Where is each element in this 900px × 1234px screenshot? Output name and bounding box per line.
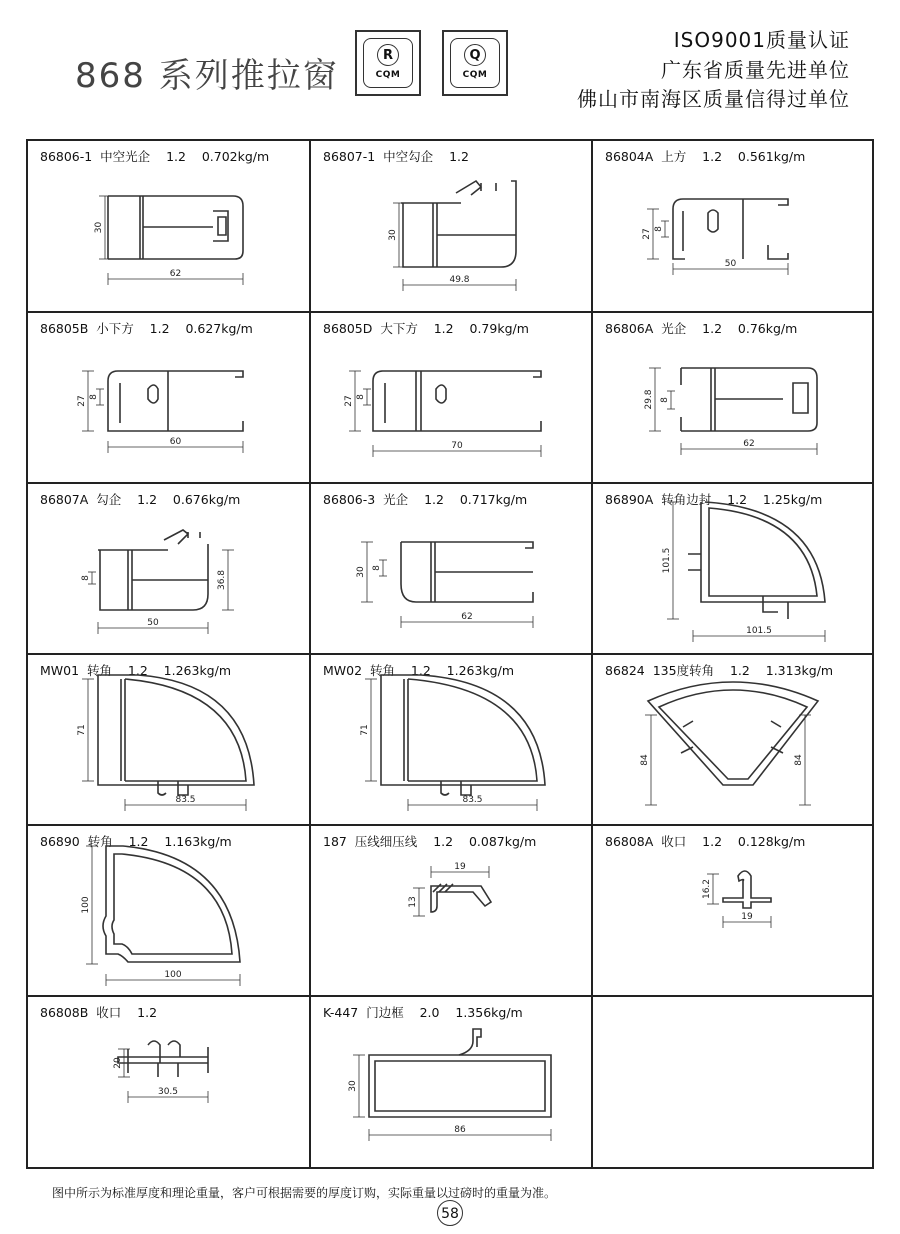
profile-drawing (593, 826, 873, 996)
dimension-label: 8 (660, 397, 670, 403)
profile-drawing (311, 655, 591, 825)
page-title: 868 系列推拉窗 (75, 56, 339, 96)
dimension-label: 19 (454, 862, 466, 872)
profile-label: 86824 135度转角 1.2 1.313kg/m (605, 663, 834, 678)
dimension-label: 62 (169, 269, 182, 279)
profile-drawing (28, 141, 308, 311)
profile-cell-86806-1 (28, 141, 308, 311)
profile-label: 86807A 勾企 1.2 0.676kg/m (40, 492, 241, 507)
dimension-label: 27 (344, 395, 354, 407)
dimension-label: 20 (113, 1057, 123, 1069)
profile-cell-k-447 (311, 997, 591, 1168)
profile-drawing (311, 484, 591, 654)
profile-drawing (28, 997, 308, 1168)
profile-label: 86807-1 中空勾企 1.2 (323, 149, 469, 164)
profile-cell-86806-3 (311, 484, 591, 654)
dimension-label: 8 (654, 226, 664, 232)
dimension-label: 8 (89, 394, 99, 400)
cert-guangdong: 广东省质量先进单位 (661, 58, 850, 82)
profile-label: 86806-3 光企 1.2 0.717kg/m (323, 492, 528, 507)
dimension-label: 36.8 (217, 569, 227, 591)
profile-drawing (28, 313, 308, 483)
profile-drawing (593, 997, 873, 1168)
profile-cell-86890a (593, 484, 873, 654)
profile-label: MW02 转角 1.2 1.263kg/m (323, 663, 515, 678)
dimension-label: 62 (461, 612, 473, 622)
dimension-label: 30 (388, 229, 398, 241)
profile-cell-empty (593, 997, 873, 1168)
profile-drawing (28, 655, 308, 825)
profile-catalog-grid (26, 139, 874, 1169)
footnote: 图中所示为标准厚度和理论重量，客户可根据需要的厚度订购，实际重量以过磅时的重量为准。 (52, 1186, 557, 1200)
dimension-label: 70 (451, 441, 463, 451)
profile-drawing (311, 141, 591, 311)
r-cqm-seal (355, 30, 421, 96)
profile-drawing (28, 484, 308, 654)
dimension-label: 50 (724, 259, 737, 269)
profile-label: 86805B 小下方 1.2 0.627kg/m (40, 321, 253, 336)
profile-cell-187 (311, 826, 591, 996)
dimension-label: 86 (454, 1125, 466, 1135)
dimension-label: 71 (360, 724, 370, 736)
profile-drawing (593, 484, 873, 654)
profile-label: 86806-1 中空光企 1.2 0.702kg/m (40, 149, 270, 164)
profile-label: 86890A 转角边封 1.2 1.25kg/m (605, 492, 823, 507)
profile-label: 86808A 收口 1.2 0.128kg/m (605, 834, 806, 849)
dimension-label: 101.5 (662, 547, 672, 574)
dimension-label: 13 (408, 896, 418, 908)
profile-cell-86890 (28, 826, 308, 996)
dimension-label: 30 (348, 1080, 358, 1092)
profile-label: 86806A 光企 1.2 0.76kg/m (605, 321, 798, 336)
dimension-label: 8 (356, 394, 366, 400)
profile-label: 187 压线细压线 1.2 0.087kg/m (323, 834, 537, 849)
profile-cell-mw02 (311, 655, 591, 825)
profile-cell-86808a (593, 826, 873, 996)
profile-cell-86807-1 (311, 141, 591, 311)
dimension-label: 27 (642, 228, 652, 240)
profile-cell-86804a (593, 141, 873, 311)
profile-cell-mw01 (28, 655, 308, 825)
profile-cell-86824 (593, 655, 873, 825)
dimension-label: 100 (164, 970, 182, 980)
profile-label: 86805D 大下方 1.2 0.79kg/m (323, 321, 529, 336)
dimension-label: 84 (640, 754, 650, 766)
dimension-label: 19 (741, 912, 753, 922)
dimension-label: 30 (356, 566, 366, 578)
dimension-label: 30 (94, 221, 104, 234)
dimension-label: 50 (147, 618, 159, 628)
profile-cell-86805b (28, 313, 308, 483)
profile-drawing (311, 997, 591, 1168)
cert-foshan: 佛山市南海区质量信得过单位 (577, 87, 850, 111)
profile-drawing (311, 826, 591, 996)
seal-frame (450, 38, 500, 88)
profile-label: 86804A 上方 1.2 0.561kg/m (605, 149, 806, 164)
profile-drawing (593, 313, 873, 483)
seal-letter: R (377, 44, 399, 66)
profile-label: K-447 门边框 2.0 1.356kg/m (323, 1005, 523, 1020)
dimension-label: 71 (77, 724, 87, 736)
profile-drawing (593, 655, 873, 825)
profile-label: MW01 转角 1.2 1.263kg/m (40, 663, 232, 678)
dimension-label: 8 (372, 565, 382, 571)
profile-cell-86807a (28, 484, 308, 654)
profile-cell-86806a (593, 313, 873, 483)
seal-code: CQM (462, 70, 488, 80)
q-cqm-seal (442, 30, 508, 96)
profile-drawing (28, 826, 308, 996)
dimension-label: 84 (794, 754, 804, 766)
seal-letter: Q (464, 44, 486, 66)
dimension-label: 83.5 (175, 795, 196, 805)
dimension-label: 62 (743, 439, 755, 449)
dimension-label: 29.8 (644, 389, 654, 410)
dimension-label: 27 (77, 395, 87, 407)
profile-drawing (311, 313, 591, 483)
dimension-label: 100 (81, 896, 91, 914)
seal-frame (363, 38, 413, 88)
profile-cell-86808b (28, 997, 308, 1168)
cert-iso9001: ISO9001质量认证 (673, 28, 850, 52)
dimension-label: 8 (81, 575, 91, 581)
dimension-label: 49.8 (449, 275, 470, 285)
profile-label: 86808B 收口 1.2 (40, 1005, 158, 1020)
dimension-label: 16.2 (702, 878, 712, 900)
dimension-label: 30.5 (157, 1087, 179, 1097)
profile-drawing (593, 141, 873, 311)
profile-cell-86805d (311, 313, 591, 483)
page-number: 58 (437, 1200, 463, 1226)
profile-label: 86890 转角 1.2 1.163kg/m (40, 834, 232, 849)
dimension-label: 60 (169, 437, 182, 447)
seal-code: CQM (375, 70, 401, 80)
dimension-label: 83.5 (462, 795, 483, 805)
dimension-label: 101.5 (746, 626, 772, 636)
